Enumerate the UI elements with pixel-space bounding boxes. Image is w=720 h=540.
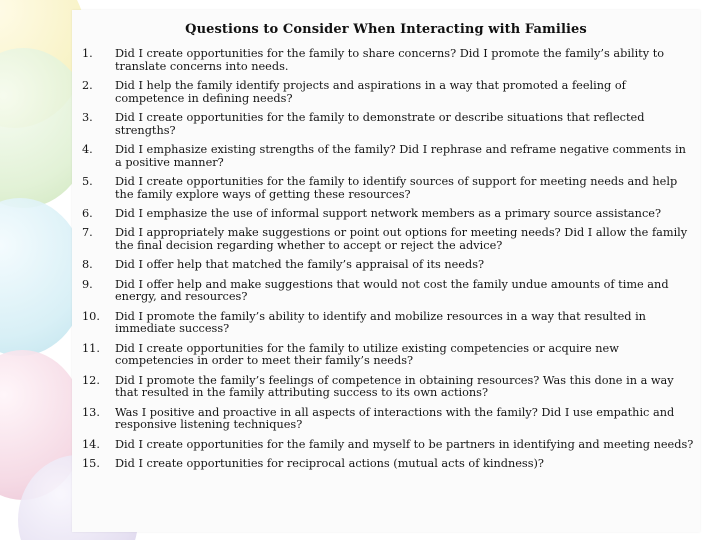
question-text: Did I create opportunities for reciprocal actions (mutual acts of kindness)?: [115, 457, 544, 470]
question-item: [82, 279, 694, 304]
question-text: Did I offer help and make suggestions that would not cost the family undue amounts of time and energy, and resources?: [115, 277, 669, 304]
question-text: Did I promote the family’s feelings of competence in obtaining resources? Was this done in a way that resulted in the family attributing success to its own actions?: [115, 373, 674, 400]
question-item: [82, 176, 694, 201]
question-item: [82, 407, 694, 432]
question-item: [82, 458, 694, 471]
question-text: Did I create opportunities for the family to share concerns? Did I promote the family’s ability to translate concerns into needs.: [115, 47, 665, 73]
question-item: [82, 48, 694, 73]
question-number: 9.: [82, 277, 93, 291]
question-text: Did I help the family identify projects and aspirations in a way that promoted a feeling of competence in defining needs?: [115, 78, 626, 105]
question-text: Did I create opportunities for the family to identify sources of support for meeting needs and help the family explore ways of getting these resources?: [115, 174, 678, 201]
question-number: 11.: [82, 341, 100, 355]
question-number: 13.: [82, 405, 100, 419]
question-number: 6.: [82, 206, 93, 220]
question-item: [82, 311, 694, 336]
question-item: [82, 259, 694, 272]
question-number: 14.: [82, 437, 100, 451]
question-number: 3.: [82, 110, 93, 124]
question-number: 15.: [82, 457, 100, 470]
question-text: Did I create opportunities for the family to utilize existing competencies or acquire new competencies in order to meet their family’s needs?: [115, 341, 619, 368]
question-text: Did I emphasize existing strengths of the family? Did I rephrase and reframe negative comments in a positive manner?: [115, 142, 686, 169]
question-number: 8.: [82, 258, 93, 272]
question-item: [82, 144, 694, 169]
question-number: 2.: [82, 78, 93, 92]
question-number: 12.: [82, 373, 100, 387]
question-item: [82, 439, 694, 452]
question-number: 1.: [82, 47, 93, 60]
question-text: Did I promote the family’s ability to identify and mobilize resources in a way that resulted in immediate success?: [115, 309, 646, 336]
question-text: Was I positive and proactive in all aspects of interactions with the family? Did I use empathic and responsive listening techniques?: [115, 405, 675, 432]
document-page: [72, 10, 700, 532]
question-number: 5.: [82, 174, 93, 188]
question-text: Did I appropriately make suggestions or point out options for meeting needs? Did I allow the family the final decision regarding whether to accept or reject the advice?: [115, 226, 688, 252]
question-text: Did I create opportunities for the family to demonstrate or describe situations that reflected strengths?: [115, 110, 645, 137]
question-text: Did I offer help that matched the family’s appraisal of its needs?: [115, 258, 485, 272]
question-item: [82, 80, 694, 105]
question-item: [82, 343, 694, 368]
question-number: 7.: [82, 226, 93, 240]
question-item: [82, 208, 694, 221]
document-title: Questions to Consider When Interacting with Families: [185, 22, 587, 37]
question-text: Did I emphasize the use of informal support network members as a primary source assistance?: [115, 206, 662, 220]
question-item: [82, 227, 694, 252]
question-item: [82, 375, 694, 400]
question-number: 4.: [82, 142, 93, 156]
question-text: Did I create opportunities for the family and myself to be partners in identifying and meeting needs?: [115, 437, 694, 451]
question-list: [82, 48, 694, 477]
question-number: 10.: [82, 309, 100, 323]
question-item: [82, 112, 694, 137]
